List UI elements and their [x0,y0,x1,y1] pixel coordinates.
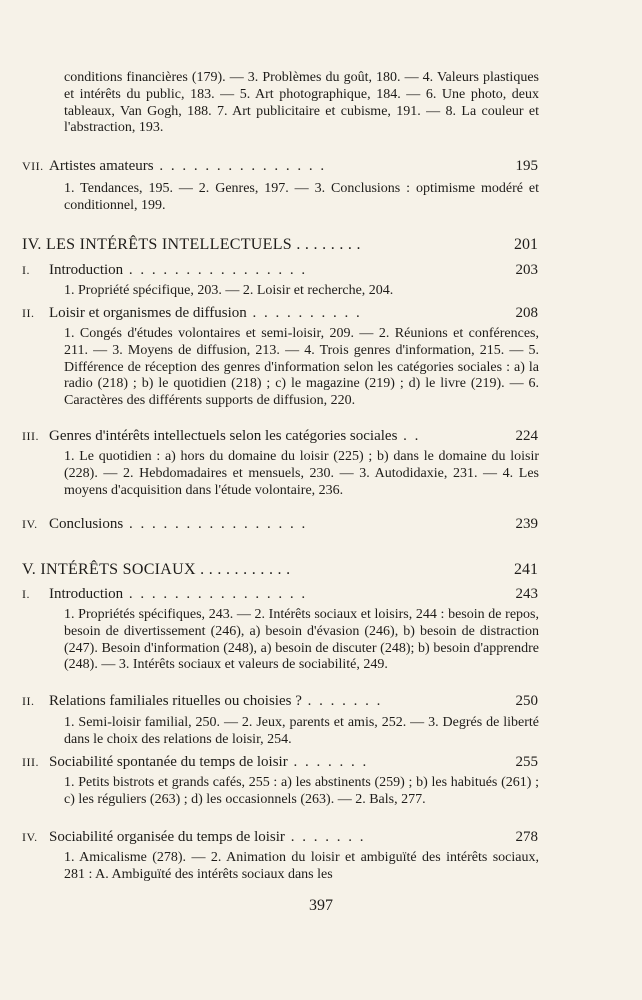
toc-entry-introduction-1[interactable]: I. Introduction . . . . . . . . . . . . . . . . [22,262,308,278]
toc-entry-sociabilite-spontanee[interactable]: III. Sociabilité spontanée du temps de loisir . . . . . . . [22,754,369,770]
page-number-201: 201 [514,236,538,253]
page-number-203: 203 [515,262,538,278]
section-heading-interets-sociaux[interactable]: V. INTÉRÊTS SOCIAUX . . . . . . . . . . . [22,561,291,578]
toc-subentries-amateurs: 1. Tendances, 195. — 2. Genres, 197. — 3. Conclusions : optimisme modéré et conditionnel, 199. [64,181,539,213]
page-number-241: 241 [514,561,538,578]
page-number-224: 224 [515,428,538,444]
toc-subentries-introduction-1: 1. Propriété spécifique, 203. — 2. Loisir et recherche, 204. [64,283,394,298]
toc-entry-genres-interets[interactable]: III. Genres d'intérêts intellectuels selon les catégories sociales . . [22,428,421,444]
toc-entry-relations-familiales[interactable]: II. Relations familiales rituelles ou choisies ? . . . . . . . [22,693,383,709]
page-number-208: 208 [515,305,538,321]
page-number-239: 239 [515,516,538,532]
toc-subentries-art: conditions financières (179). — 3. Problèmes du goût, 180. — 4. Valeurs plastiques et intérêts du public, 183. — 5. Art photographique, 184. — 6. Une photo, deux tableaux, Van Gogh, 188. 7. Art publicitaire et cubisme, 191. — 8. La couleur et l'abstraction, 193. [64,70,539,136]
toc-subentries-relations: 1. Semi-loisir familial, 250. — 2. Jeux, parents et amis, 252. — 3. Degrés de liberté dans le choix des relations de loisir, 254. [64,715,539,747]
toc-subentries-sociabilite-organisee: 1. Amicalisme (278). — 2. Animation du loisir et ambiguïté des intérêts sociaux, 281 : A. Ambiguïté des intérêts sociaux dans les [64,850,539,882]
page-number-195: 195 [515,158,538,174]
toc-entry-sociabilite-organisee[interactable]: IV. Sociabilité organisée du temps de loisir . . . . . . . [22,829,366,845]
page-number-278: 278 [515,829,538,845]
page-number-255: 255 [515,754,538,770]
toc-entry-introduction-2[interactable]: I. Introduction . . . . . . . . . . . . . . . . [22,586,308,602]
page-folio: 397 [309,897,333,914]
toc-entry-conclusions[interactable]: IV. Conclusions . . . . . . . . . . . . . . . . [22,516,308,532]
toc-subentries-introduction-2: 1. Propriétés spécifiques, 243. — 2. Intérêts sociaux et loisirs, 244 : besoin de repos, besoin de divertissement (246), a) besoin d'évasion (246), b) besoin de distraction (247). Besoin d'information (248), a) besoin de discuter (248); b) besoin d'apprendre (248). — 3. Intérêts sociaux et valeurs de sociabilité, 249. [64,607,539,673]
toc-subentries-diffusion: 1. Congés d'études volontaires et semi-loisir, 209. — 2. Réunions et conférences, 211. — 3. Moyens de diffusion, 213. — 4. Trois genres d'information, 215. — 5. Différence de réception des genres d'information selon les catégories sociales : a) la radio (218) ; b) le quotidien (218) ; c) le magazine (219) ; d) le livre (219). — 6. Caractères des différents supports de diffusion, 220. [64,326,539,409]
toc-entry-artistes-amateurs[interactable]: VII. Artistes amateurs . . . . . . . . . . . . . . . [22,158,327,174]
page-number-250: 250 [515,693,538,709]
section-heading-interets-intellectuels[interactable]: IV. LES INTÉRÊTS INTELLECTUELS . . . . . . . . [22,236,361,253]
page-number-243: 243 [515,586,538,602]
toc-entry-loisir-organismes[interactable]: II. Loisir et organismes de diffusion . . . . . . . . . . [22,305,362,321]
toc-subentries-genres: 1. Le quotidien : a) hors du domaine du loisir (225) ; b) dans le domaine du loisir (228). — 2. Hebdomadaires et mensuels, 230. — 3. Autodidaxie, 231. — 4. Les moyens d'acquisition dans l'étude volontaire, 236. [64,449,539,498]
toc-subentries-sociabilite-spontanee: 1. Petits bistrots et grands cafés, 255 : a) les abstinents (259) ; b) les habitués (261) ; c) les réguliers (263) ; d) les occasionnels (263). — 2. Bals, 277. [64,775,539,807]
